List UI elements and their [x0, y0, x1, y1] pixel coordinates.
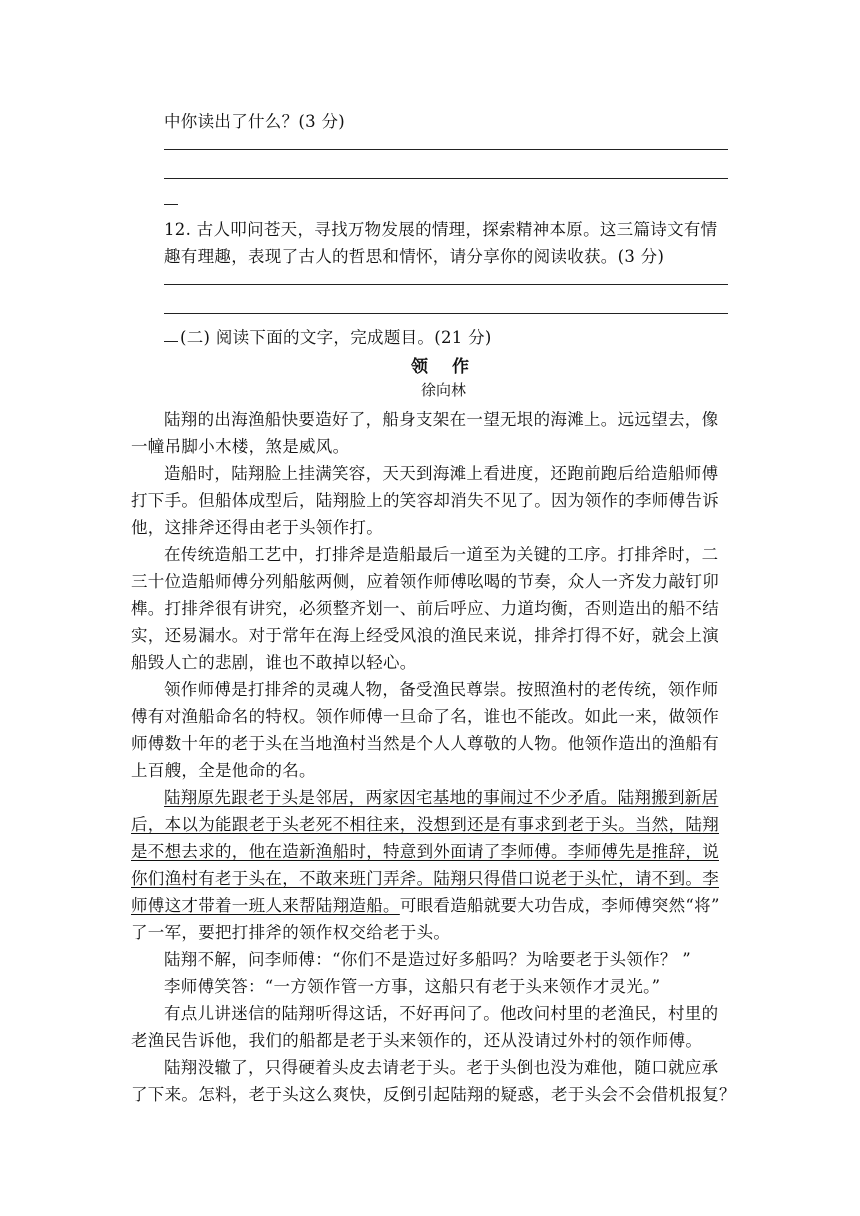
paragraph-line: 三十位造船师傅分列船舷两侧，应着领作师傅吆喝的节奏，众人一齐发力敲钉卯: [131, 572, 719, 591]
paragraph-line: 有点儿讲迷信的陆翔听得这话，不好再问了。他改问村里的老渔民，村里的: [164, 1004, 719, 1023]
dialogue-line: 陆翔不解，问李师傅：“你们不是造过好多船吗？为啥要老于头领作？ ”: [164, 950, 692, 969]
paragraph-line: 一幢吊脚小木楼，煞是威风。: [131, 437, 350, 456]
paragraph-line: 陆翔的出海渔船快要造好了，船身支架在一望无垠的海滩上。远远望去，像: [164, 410, 719, 429]
answer-line-stub: [164, 204, 178, 205]
paragraph-line: 老渔民告诉他，我们的船都是老于头来领作的，还从没请过外村的领作师傅。: [131, 1031, 703, 1050]
paragraph-line: 实，还易漏水。对于常年在海上经受风浪的渔民来说，排斧打得不好，就会上演: [131, 626, 719, 645]
answer-line: [164, 178, 728, 179]
underlined-line: 是不想去求的，他在造新渔船时，特意到外面请了李师傅。李师傅先是推辞，说: [131, 842, 719, 861]
underlined-span: 师傅这才带着一班人来帮陆翔造船。: [131, 896, 400, 915]
section2-heading: (二) 阅读下面的文字，完成题目。(21 分): [180, 328, 492, 347]
paragraph-line: 陆翔没辙了，只得硬着头皮去请老于头。老于头倒也没为难他，随口就应承: [164, 1058, 719, 1077]
dialogue-line: 李师傅笑答：“一方领作管一方事，这船只有老于头来领作才灵光。”: [164, 977, 661, 996]
answer-line: [164, 284, 728, 285]
q11-tail-text: 中你读出了什么？(3 分): [164, 112, 346, 131]
paragraph-line: 在传统造船工艺中，打排斧是造船最后一道至为关键的工序。打排斧时，二: [164, 545, 719, 564]
paragraph-line: 傅有对渔船命名的特权。领作师傅一旦命了名，谁也不能改。如此一来，做领作: [131, 707, 719, 726]
q12-line1: 12. 古人叩问苍天，寻找万物发展的情理，探索精神本原。这三篇诗文有情: [164, 220, 718, 239]
paragraph-line: 领作师傅是打排斧的灵魂人物，备受渔民尊崇。按照渔村的老传统，领作师: [164, 680, 719, 699]
paragraph-line-mixed: [131, 892, 720, 916]
paragraph-line: 上百艘，全是他命的名。: [131, 761, 316, 780]
underlined-line: 后，本以为能跟老于头老死不相往来，没想到还是有事求到老于头。当然，陆翔: [131, 815, 719, 834]
paragraph-line: 了下来。怎料，老于头这么爽快，反倒引起陆翔的疑惑，老于头会不会借机报复？: [131, 1085, 736, 1104]
paragraph-line: 打下手。但船体成型后，陆翔脸上的笑容却消失不见了。因为领作的李师傅告诉: [131, 491, 719, 510]
paragraph-line: 师傅数十年的老于头在当地渔村当然是个人人尊敬的人物。他领作造出的渔船有: [131, 734, 719, 753]
answer-line-stub: [164, 341, 178, 342]
q12-line2: 趣有理趣，表现了古人的哲思和情怀，请分享你的阅读收获。(3 分): [164, 247, 665, 266]
paragraph-line: 造船时，陆翔脸上挂满笑容，天天到海滩上看进度，还跑前跑后给造船师傅: [164, 464, 719, 483]
paragraph-line: 榫。打排斧很有讲究，必须整齐划一、前后呼应、力道均衡，否则造出的船不结: [131, 599, 719, 618]
underlined-line: 陆翔原先跟老于头是邻居，两家因宅基地的事闹过不少矛盾。陆翔搬到新居: [164, 788, 719, 807]
paragraph-span: 可眼看造船就要大功告成，李师傅突然“将”: [399, 896, 720, 915]
story-title: 领作: [411, 357, 493, 377]
paragraph-line: 了一军，要把打排斧的领作权交给老于头。: [131, 923, 451, 942]
paragraph-line: 他，这排斧还得由老于头领作打。: [131, 518, 383, 537]
paragraph-line: 船毁人亡的悲剧，谁也不敢掉以轻心。: [131, 653, 417, 672]
answer-line: [164, 149, 728, 150]
answer-line: [164, 313, 728, 314]
underlined-line: 你们渔村有老于头在，不敢来班门弄斧。陆翔只得借口说老于头忙，请不到。李: [131, 869, 719, 888]
story-author: 徐向林: [421, 381, 467, 399]
